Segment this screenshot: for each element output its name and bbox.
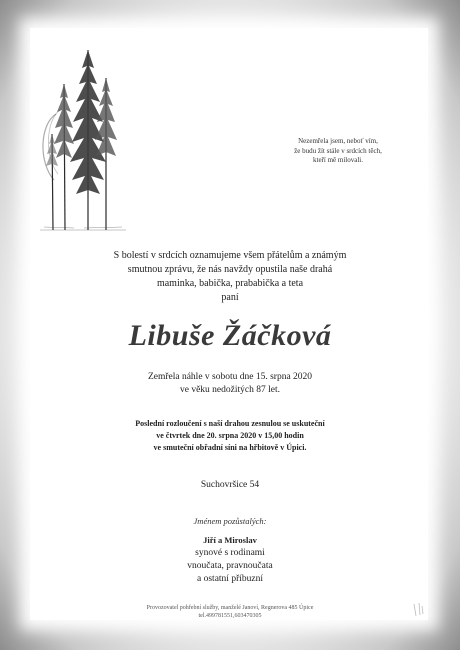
death-line: ve věku nedožitých 87 let.: [180, 384, 280, 395]
intro-line: S bolestí v srdcích oznamujeme všem přátelům a známým: [113, 250, 347, 261]
funeral-line: Poslední rozloučení s naší drahou zesnulou se uskuteční: [135, 419, 325, 428]
on-behalf-heading: Jménem pozůstalých:: [193, 516, 267, 526]
funeral-line: ve smuteční obřadní síni na hřbitově v Úpici.: [153, 443, 307, 452]
mourner-line: synové s rodinami: [195, 548, 265, 558]
mourner-line: vnoučata, pravnoučata: [187, 561, 273, 571]
quote-line: kteří mě milovali.: [313, 156, 363, 164]
mourner-line: a ostatní příbuzní: [197, 574, 263, 584]
intro-line: smutnou zprávu, že nás navždy opustila naše drahá: [127, 264, 333, 275]
announcement-intro: [0, 249, 460, 305]
funeral-service-footer: [0, 604, 460, 620]
mourners-list: [0, 534, 460, 586]
mourner-line: Jiří a Miroslav: [203, 535, 257, 545]
quote-line: Nezemřela jsem, neboť vím,: [298, 137, 378, 145]
funeral-line: ve čtvrtek dne 20. srpna 2020 v 15,00 hodin: [156, 431, 304, 440]
death-details: [0, 371, 460, 396]
footer-line: tel.499781551,603470305: [198, 613, 262, 619]
intro-line: maminka, babička, prababička a teta: [156, 278, 304, 289]
quote-line: že budu žít stále v srdcích těch,: [294, 146, 382, 155]
intro-line: paní: [221, 292, 239, 303]
funeral-details: [0, 418, 460, 454]
pine-trees-illustration: [34, 44, 132, 232]
scan-smudge-mark: [411, 602, 425, 618]
death-line: Zemřela náhle v sobotu dne 15. srpna 2020: [147, 372, 313, 382]
deceased-name: Libuše Žáčková: [128, 319, 332, 352]
residence-address: Suchovršice 54: [200, 480, 260, 490]
footer-line: Provozovatel pohřební služby, manželé Janoví, Regnerova 485 Úpice: [146, 605, 314, 611]
memorial-quote: [258, 137, 418, 166]
